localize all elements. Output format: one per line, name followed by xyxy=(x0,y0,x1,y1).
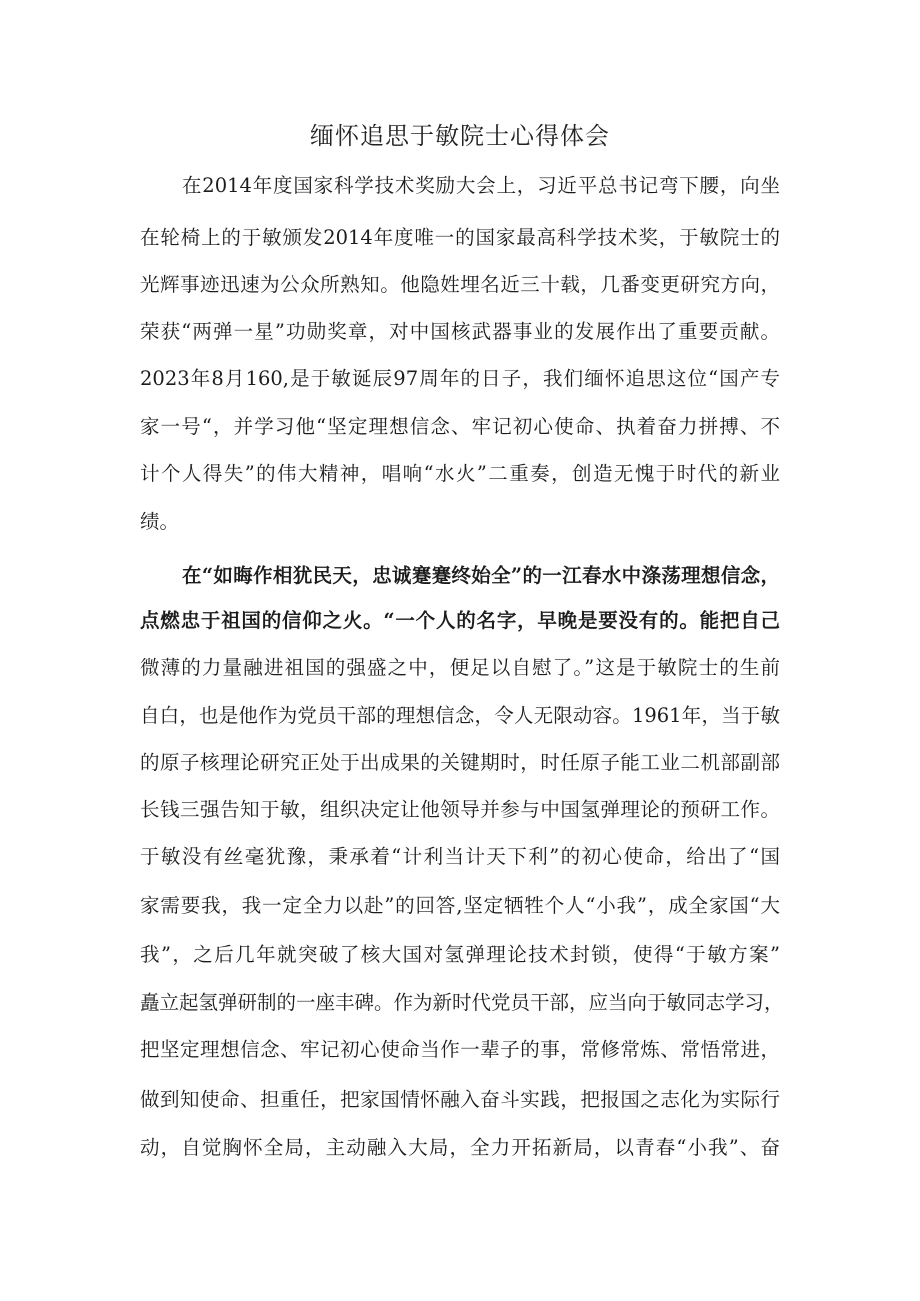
paragraph-2-line: 家需要我，我一定全力以赴”的回答,坚定牺牲个人“小我”，成全家国“大 xyxy=(140,894,780,917)
paragraph-1-line: 绩。 xyxy=(140,510,180,533)
paragraph-1-line: 在2014年度国家科学技术奖励大会上，习近平总书记弯下腰，向坐 xyxy=(182,174,780,197)
paragraph-2-line: 做到知使命、担重任，把家国情怀融入奋斗实践，把报国之志化为实际行 xyxy=(140,1088,780,1111)
paragraph-1-line: 计个人得失”的伟大精神，唱响“水火”二重奏，创造无愧于时代的新业 xyxy=(140,462,780,485)
paragraph-2-line: 点燃忠于祖国的信仰之火。“一个人的名字，早晚是要没有的。能把自己 xyxy=(140,609,780,632)
paragraph-2-line: 我”，之后几年就突破了核大国对氢弹理论技术封锁，使得“于敏方案” xyxy=(140,943,780,966)
paragraph-2-line: 把坚定理想信念、牢记初心使命当作一辈子的事，常修常炼、常悟常进， xyxy=(140,1038,780,1061)
paragraph-1-line: 在轮椅上的于敏颁发2014年度唯一的国家最高科学技术奖，于敏院士的 xyxy=(140,226,780,249)
paragraph-2-line: 微薄的力量融进祖国的强盛之中，便足以自慰了。”这是于敏院士的生前 xyxy=(140,656,780,679)
paragraph-2-line: 的原子核理论研究正处于出成果的关键期时，时任原子能工业二机部副部 xyxy=(140,751,780,774)
paragraph-2-line: 长钱三强告知于敏，组织决定让他领导并参与中国氢弹理论的预研工作。 xyxy=(140,798,780,821)
paragraph-2-line: 自白，也是他作为党员干部的理想信念，令人无限动容。1961年，当于敏 xyxy=(140,704,780,727)
paragraph-1-line: 家一号“，并学习他“坚定理想信念、牢记初心使命、执着奋力拼搏、不 xyxy=(140,415,780,438)
paragraph-2-line: 动，自觉胸怀全局，主动融入大局，全力开拓新局，以青春“小我”、奋 xyxy=(140,1136,780,1159)
paragraph-1-line: 荣获“两弹一星”功勋奖章，对中国核武器事业的发展作出了重要贡献。 xyxy=(140,320,780,343)
paragraph-1-line: 2023年8月160,是于敏诞辰97周年的日子，我们缅怀追思这位“国产专 xyxy=(140,367,780,390)
paragraph-2-line: 矗立起氢弹研制的一座丰碑。作为新时代党员干部，应当向于敏同志学习， xyxy=(140,991,784,1014)
paragraph-2-line: 在“如晦作相犹民天，忠诚蹇蹇终始全”的一江春水中涤荡理想信念， xyxy=(182,564,780,587)
paragraph-2-line: 于敏没有丝毫犹豫，秉承着“计利当计天下利”的初心使命，给出了“国 xyxy=(140,845,780,868)
page-title: 缅怀追思于敏院士心得体会 xyxy=(310,122,610,150)
paragraph-1-line: 光辉事迹迅速为公众所熟知。他隐姓埋名近三十载，几番变更研究方向， xyxy=(140,273,780,296)
